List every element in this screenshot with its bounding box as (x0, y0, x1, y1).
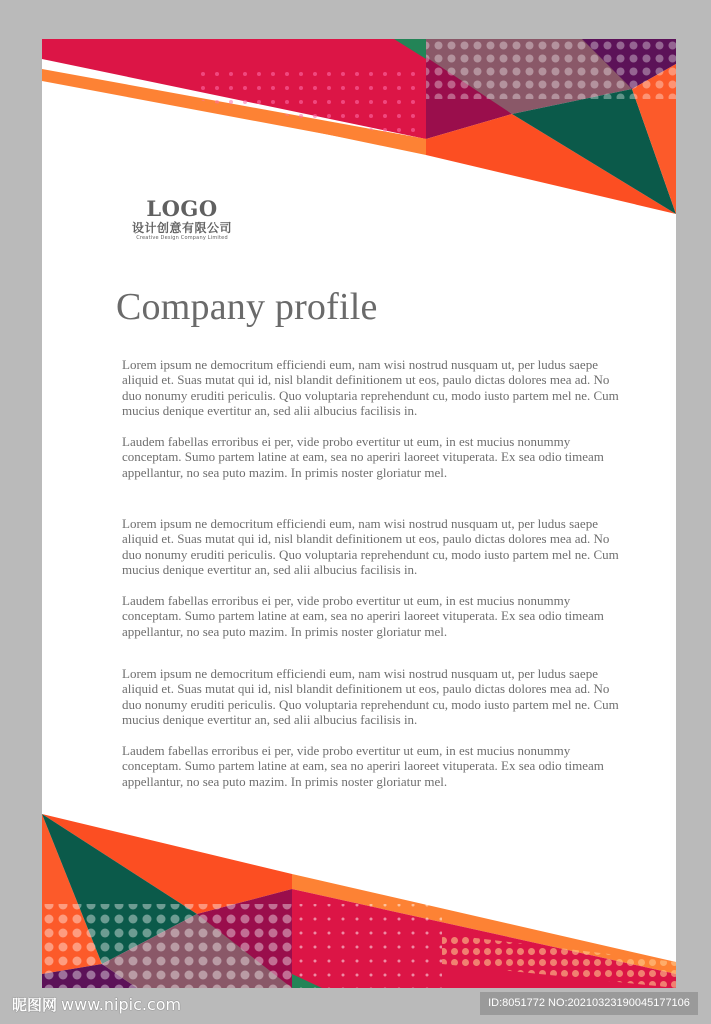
bottom-geometric-decoration (42, 814, 676, 988)
body-paragraph: Lorem ipsum ne democritum efficiendi eum, nam wisi nostrud nusquam ut, per ludus saepe aliquid et. Suas mutat qui id, nisl blandit definitionem ut eos, paulo dictas dolores mea ad. No duo nonumy eruditi periculis. Quo voluptaria reprehendunt cu, modo iusto partem mel ne. Cum mucius denique evertitur an, sed alii albucius facilisis in. (122, 516, 619, 578)
logo-mark: LOGO (146, 196, 218, 221)
body-paragraph: Lorem ipsum ne democritum efficiendi eum, nam wisi nostrud nusquam ut, per ludus saepe aliquid et. Suas mutat qui id, nisl blandit definitionem ut eos, paulo dictas dolores mea ad. No duo nonumy eruditi periculis. Quo voluptaria reprehendunt cu, modo iusto partem mel ne. Cum mucius denique evertitur an, sed alii albucius facilisis in. (122, 666, 619, 728)
dots-small (292, 904, 442, 988)
page-title: Company profile (116, 286, 378, 328)
watermark-id: ID:8051772 NO:20210323190045177106 (480, 992, 698, 1015)
top-geometric-decoration (42, 39, 676, 219)
dots-overlay (426, 39, 676, 99)
body-paragraph: Laudem fabellas erroribus ei per, vide probo evertitur ut eum, in est mucius nonummy conceptam. Sumo partem latine at eam, sea no aperiri laoreet vituperata. Ex sea odio timeam appellantur, no sea puto mazim. In primis noster gloriatur mel. (122, 743, 604, 789)
body-paragraph: Laudem fabellas erroribus ei per, vide probo evertitur ut eum, in est mucius nonummy conceptam. Sumo partem latine at eam, sea no aperiri laoreet vituperata. Ex sea odio timeam appellantur, no sea puto mazim. In primis noster gloriatur mel. (122, 434, 604, 480)
dots-overlay (42, 904, 292, 988)
watermark-site-url: www.nipic.com (61, 995, 182, 1014)
logo-company-cn: 设计创意有限公司 (131, 221, 232, 235)
watermark-site (12, 994, 181, 1015)
body-paragraph: Laudem fabellas erroribus ei per, vide probo evertitur ut eum, in est mucius nonummy conceptam. Sumo partem latine at eam, sea no aperiri laoreet vituperata. Ex sea odio timeam appellantur, no sea puto mazim. In primis noster gloriatur mel. (122, 593, 604, 639)
body-paragraph: Lorem ipsum ne democritum efficiendi eum, nam wisi nostrud nusquam ut, per ludus saepe aliquid et. Suas mutat qui id, nisl blandit definitionem ut eos, paulo dictas dolores mea ad. No duo nonumy eruditi periculis. Quo voluptaria reprehendunt cu, modo iusto partem mel ne. Cum mucius denique evertitur an, sed alii albucius facilisis in. (122, 357, 619, 419)
letterhead-page (42, 39, 676, 988)
logo-company-en: Creative Design Company Limited (136, 235, 228, 241)
watermark-site-cn: 昵图网 (12, 996, 58, 1014)
company-logo (112, 197, 252, 242)
